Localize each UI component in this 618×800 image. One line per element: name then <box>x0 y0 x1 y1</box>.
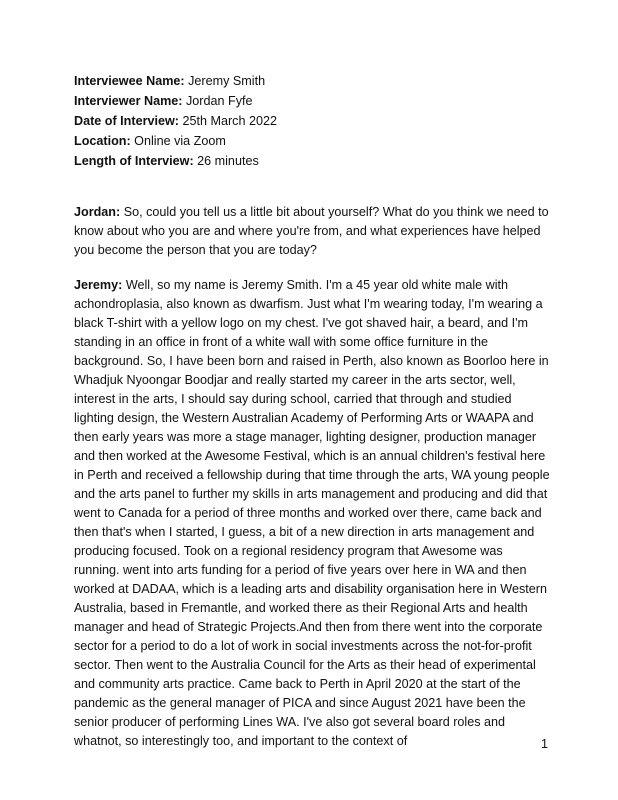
field-label: Interviewee Name: <box>74 74 185 88</box>
speech-text: So, could you tell us a little bit about yourself? What do you think we need to know about who you are and where you're from, and what experiences have helped you become the person that you are today? <box>74 205 549 257</box>
field-label: Date of Interview: <box>74 114 179 128</box>
field-value: Jeremy Smith <box>188 74 266 88</box>
interview-metadata <box>74 71 277 171</box>
speaker-name: Jeremy: <box>74 278 123 292</box>
field-value: Online via Zoom <box>134 134 226 148</box>
location-row <box>74 131 277 151</box>
field-value: 25th March 2022 <box>182 114 277 128</box>
field-value: 26 minutes <box>197 154 259 168</box>
field-label: Length of Interview: <box>74 154 194 168</box>
page-number: 1 <box>540 737 548 751</box>
interview-length-row <box>74 151 277 171</box>
transcript-paragraph-jeremy <box>74 276 550 751</box>
speaker-name: Jordan: <box>74 205 121 219</box>
interviewee-name-row <box>74 71 277 91</box>
interviewer-name-row <box>74 91 277 111</box>
field-value: Jordan Fyfe <box>186 94 253 108</box>
interview-date-row <box>74 111 277 131</box>
speech-text: Well, so my name is Jeremy Smith. I'm a 45 year old white male with achondroplasia, also known as dwarfism. Just what I'm wearing today, I'm wearing a black T-shirt with a yellow logo on my chest. I've got shaved hair, a beard, and I'm standing in an office in front of a white wall with some office furniture in the background. So, I have been born and raised in Perth, also known as Boorloo here in Whadjuk Nyoongar Boodjar and really started my career in the arts sector, well, interest in the arts, I should say during school, carried that through and studied lighting design, the Western Australian Academy of Performing Arts or WAAPA and then early years was more a stage manager, lighting designer, production manager and then worked at the Awesome Festival, which is an annual children's festival here in Perth and received a fellowship during that time through the arts, WA young people and the arts panel to further my skills in arts management and producing and did that went to Canada for a period of three months and worked over there, came back and then that's when I started, I guess, a bit of a new direction in arts management and producing focused. Took on a regional residency program that Awesome was running. went into arts funding for a period of five years over here in WA and then worked at DADAA, which is a leading arts and disability organisation here in Western Australia, based in Fremantle, and worked there as their Regional Arts and health manager and head of Strategic Projects.And then from there went into the corporate sector for a period to do a lot of work in social investments across the not-for-profit sector. Then went to the Australia Council for the Arts as their head of experimental and community arts practice. Came back to Perth in April 2020 at the start of the pandemic as the general manager of PICA and since August 2021 have been the senior producer of performing Lines WA. I've also got several board roles and whatnot, so interestingly too, and important to the context of <box>74 278 550 748</box>
field-label: Location: <box>74 134 131 148</box>
field-label: Interviewer Name: <box>74 94 183 108</box>
transcript-paragraph-jordan <box>74 203 550 260</box>
